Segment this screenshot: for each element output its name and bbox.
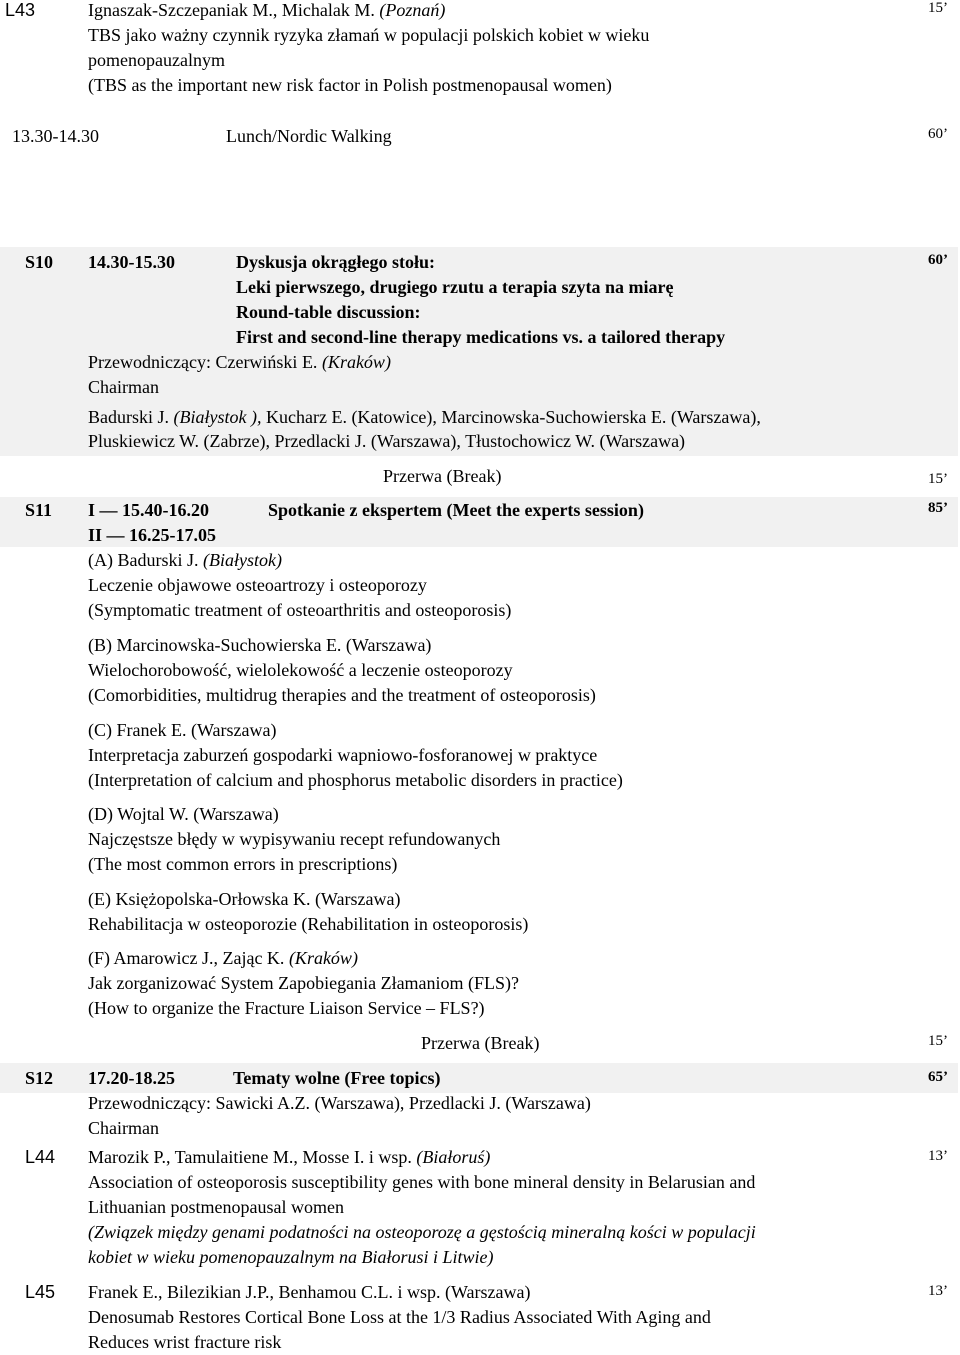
s10-chair-line bbox=[88, 350, 391, 375]
s10-panel-a: Badurski J. bbox=[88, 407, 169, 427]
s10-panel-b: (Białystok ), bbox=[173, 407, 262, 427]
s12-title: Tematy wolne bbox=[233, 1068, 340, 1088]
s10-title-line2: Leki pierwszego, drugiego rzutu a terapia szyta na miarę bbox=[236, 277, 674, 297]
s11-duration: 85’ bbox=[928, 500, 948, 516]
l43-city: (Poznań) bbox=[379, 0, 446, 20]
l43-code: L43 bbox=[5, 0, 36, 20]
break2-label: Przerwa (Break) bbox=[421, 1033, 540, 1053]
l44-title-pl-line2: kobiet w wieku pomenopauzalnym na Białorusi i Litwie) bbox=[88, 1247, 494, 1267]
talk-city: (Kraków) bbox=[288, 948, 358, 968]
s12-chair-label: Przewodniczący: bbox=[88, 1093, 211, 1113]
s12-title-line bbox=[233, 1066, 440, 1091]
l44-authors: Marozik P., Tamulaitiene M., Mosse I. i wsp. bbox=[88, 1147, 412, 1167]
talk-speaker-line bbox=[88, 946, 358, 971]
lunch-label: Lunch/Nordic Walking bbox=[226, 126, 392, 146]
talk-speaker: (B) Marcinowska-Suchowierska E. (Warszawa) bbox=[88, 635, 432, 655]
talk-title: Jak zorganizować System Zapobiegania Złamaniom (FLS)? bbox=[88, 973, 520, 993]
l44-city: (Białoruś) bbox=[416, 1147, 491, 1167]
talk-speaker: (E) Księżopolska-Orłowska K. (Warszawa) bbox=[88, 889, 401, 909]
s12-chairman-label: Chairman bbox=[88, 1118, 159, 1138]
talk-title-en: (How to organize the Fracture Liaison Service – FLS?) bbox=[88, 998, 485, 1018]
talk-speaker: (D) Wojtal W. (Warszawa) bbox=[88, 804, 279, 824]
lunch-duration: 60’ bbox=[928, 126, 948, 142]
talk-city: (Białystok) bbox=[203, 550, 282, 570]
s12-chair-names: Sawicki A.Z. (Warszawa), Przedlacki J. (Warszawa) bbox=[215, 1093, 591, 1113]
s11-code: S11 bbox=[25, 500, 53, 520]
s10-chair-label: Przewodniczący: bbox=[88, 352, 211, 372]
l45-authors: Franek E., Bilezikian J.P., Benhamou C.L. i wsp. (Warszawa) bbox=[88, 1282, 531, 1302]
l44-title-line1: Association of osteoporosis susceptibility genes with bone mineral density in Belarusian and bbox=[88, 1172, 756, 1192]
talk-title: Wielochorobowość, wielolekowość a leczenie osteoporozy bbox=[88, 660, 513, 680]
l45-code: L45 bbox=[25, 1282, 56, 1302]
s12-title-en: (Free topics) bbox=[344, 1068, 441, 1088]
s10-panel-c: Kucharz E. (Katowice), Marcinowska-Suchowierska E. (Warszawa), bbox=[265, 407, 761, 427]
talk-speaker-line bbox=[88, 548, 282, 573]
l43-title-line1: TBS jako ważny czynnik ryzyka złamań w populacji polskich kobiet w wieku bbox=[88, 25, 650, 45]
s10-chair-name: Czerwiński E. bbox=[215, 352, 318, 372]
l44-title-pl-line1: (Związek między genami podatności na osteoporozę a gęstością mineralną kości w populacji bbox=[88, 1222, 756, 1242]
break1-label: Przerwa (Break) bbox=[383, 466, 502, 486]
s12-duration: 65’ bbox=[928, 1069, 948, 1085]
l43-authors: Ignaszak-Szczepaniak M., Michalak M. bbox=[88, 0, 375, 20]
l45-duration: 13’ bbox=[928, 1283, 948, 1299]
talk-title-en: (Interpretation of calcium and phosphorus metabolic disorders in practice) bbox=[88, 770, 623, 790]
s10-title-line1: Dyskusja okrągłego stołu: bbox=[236, 252, 436, 272]
s11-title: Spotkanie z ekspertem bbox=[268, 500, 442, 520]
l43-title-line2: pomenopauzalnym bbox=[88, 50, 225, 70]
s10-chair-city: (Kraków) bbox=[321, 352, 391, 372]
talk-speaker: (F) Amarowicz J., Zając K. bbox=[88, 948, 285, 968]
l44-code: L44 bbox=[25, 1147, 56, 1167]
talk-title: Rehabilitacja w osteoporozie (Rehabilitation in osteoporosis) bbox=[88, 914, 529, 934]
s10-code: S10 bbox=[25, 252, 54, 272]
l43-title-en: (TBS as the important new risk factor in Polish postmenopausal women) bbox=[88, 75, 612, 95]
s12-code: S12 bbox=[25, 1068, 54, 1088]
talk-title-en: (The most common errors in prescriptions) bbox=[88, 854, 398, 874]
s10-panel-line1 bbox=[88, 405, 761, 430]
l45-title-line1: Denosumab Restores Cortical Bone Loss at the 1/3 Radius Associated With Aging and bbox=[88, 1307, 711, 1327]
break1-duration: 15’ bbox=[928, 471, 948, 487]
l44-duration: 13’ bbox=[928, 1148, 948, 1164]
s10-chairman-label: Chairman bbox=[88, 377, 159, 397]
talk-title-en: (Symptomatic treatment of osteoarthritis and osteoporosis) bbox=[88, 600, 512, 620]
l43-duration: 15’ bbox=[928, 0, 948, 16]
l43-authors-line bbox=[88, 0, 445, 23]
lunch-time: 13.30-14.30 bbox=[12, 126, 99, 146]
l44-authors-line bbox=[88, 1145, 490, 1170]
s10-title-line3: Round-table discussion: bbox=[236, 302, 421, 322]
s11-time2: II — 16.25-17.05 bbox=[88, 525, 217, 545]
s10-time: 14.30-15.30 bbox=[88, 252, 175, 272]
s10-title-line4: First and second-line therapy medications vs. a tailored therapy bbox=[236, 327, 726, 347]
s12-chair-line bbox=[88, 1091, 591, 1116]
s12-time: 17.20-18.25 bbox=[88, 1068, 175, 1088]
l45-title-line2: Reduces wrist fracture risk bbox=[88, 1332, 282, 1352]
s10-panel-line2: Pluskiewicz W. (Zabrze), Przedlacki J. (Warszawa), Tłustochowicz W. (Warszawa) bbox=[88, 431, 686, 451]
s10-duration: 60’ bbox=[928, 252, 948, 268]
talk-speaker: (A) Badurski J. bbox=[88, 550, 199, 570]
s11-title-en: (Meet the experts session) bbox=[446, 500, 644, 520]
s11-title-line bbox=[268, 498, 644, 523]
talk-speaker: (C) Franek E. (Warszawa) bbox=[88, 720, 277, 740]
talk-title: Najczęstsze błędy w wypisywaniu recept refundowanych bbox=[88, 829, 501, 849]
talk-title: Leczenie objawowe osteoartrozy i osteoporozy bbox=[88, 575, 427, 595]
l44-title-line2: Lithuanian postmenopausal women bbox=[88, 1197, 344, 1217]
break2-duration: 15’ bbox=[928, 1033, 948, 1049]
talk-title-en: (Comorbidities, multidrug therapies and the treatment of osteoporosis) bbox=[88, 685, 596, 705]
talk-title: Interpretacja zaburzeń gospodarki wapniowo-fosforanowej w praktyce bbox=[88, 745, 598, 765]
s11-time1: I — 15.40-16.20 bbox=[88, 500, 209, 520]
